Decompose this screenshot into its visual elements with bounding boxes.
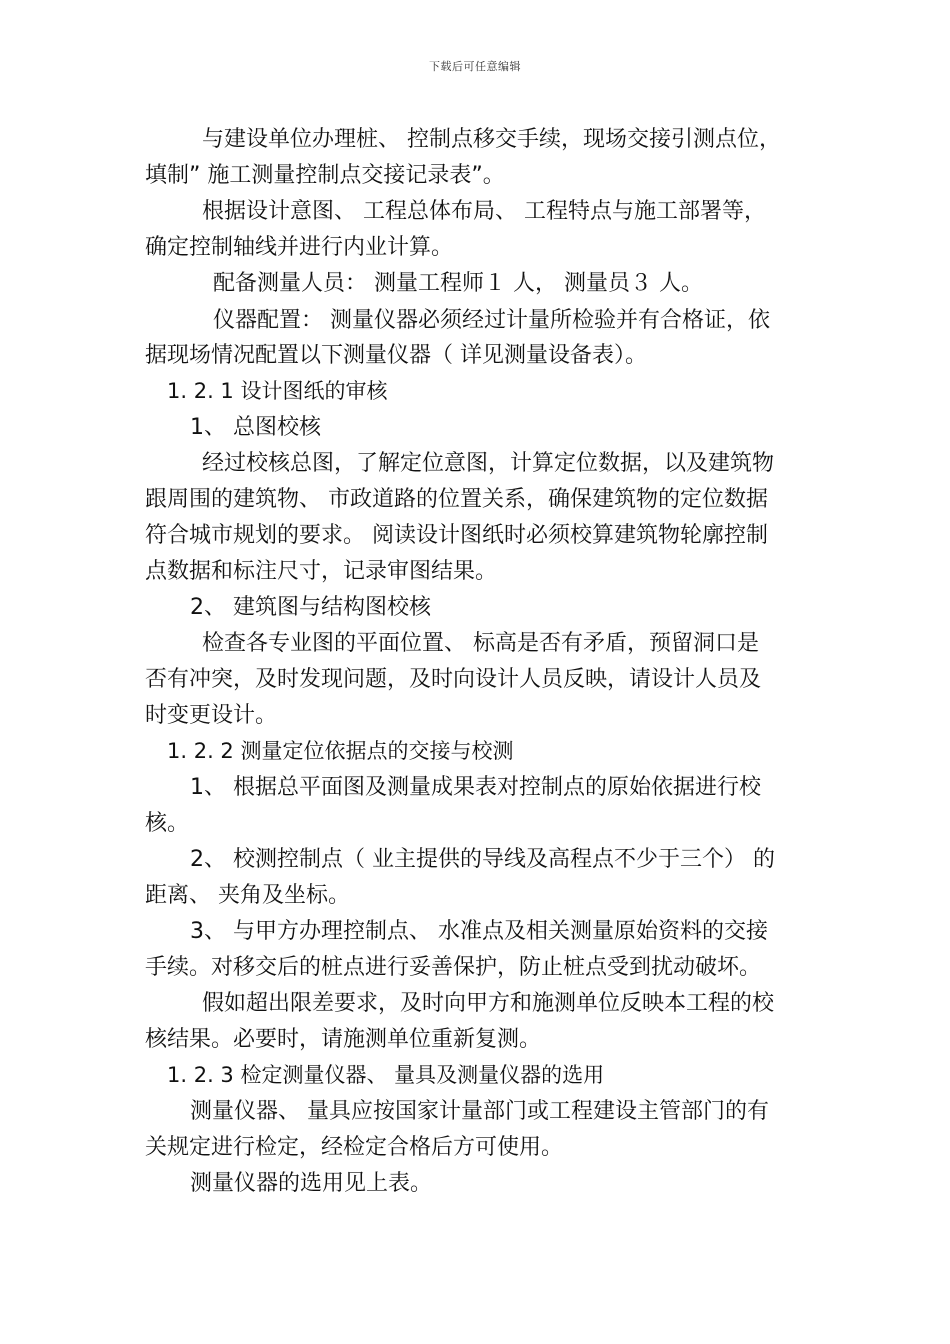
subsection-heading: 1、 总图校核 [190,415,321,440]
paragraph-line: 经过校核总图，了解定位意图，计算定位数据，以及建筑物 [202,451,775,476]
section-heading-1-2-3: 1. 2. 3 检定测量仪器、 量具及测量仪器的选用 [167,1063,605,1087]
paragraph-line: 与建设单位办理桩、 控制点移交手续，现场交接引测点位， [202,127,781,152]
paragraph-line: 跟周围的建筑物、 市政道路的位置关系，确保建筑物的定位数据 [145,487,768,512]
paragraph-line: 填制” 施工测量控制点交接记录表”。 [145,163,505,188]
paragraph-line: 据现场情况配置以下测量仪器（ 详见测量设备表）。 [145,343,647,368]
paragraph-line: 关规定进行检定，经检定合格后方可使用。 [145,1135,564,1160]
paragraph-line: 手续。对移交后的桩点进行妥善保护，防止桩点受到扰动破坏。 [145,955,762,980]
paragraph-line: 检查各专业图的平面位置、 标高是否有矛盾，预留洞口是 [202,631,759,656]
paragraph-line: 仪器配置： 测量仪器必须经过计量所检验并有合格证，依 [213,308,770,333]
section-heading-1-2-2: 1. 2. 2 测量定位依据点的交接与校测 [167,739,514,763]
paragraph-line: 1、 根据总平面图及测量成果表对控制点的原始依据进行校 [190,775,761,800]
paragraph-line: 距离、 夹角及坐标。 [145,883,350,908]
subsection-heading: 2、 建筑图与结构图校核 [190,595,431,620]
paragraph-line: 配备测量人员： 测量工程师１ 人， 测量员３ 人。 [213,271,703,296]
paragraph-line: 点数据和标注尺寸，记录审图结果。 [145,559,498,584]
paragraph-line: 根据设计意图、 工程总体布局、 工程特点与施工部署等， [202,199,766,224]
page-header: 下载后可任意编辑 [429,60,521,73]
paragraph-line: 核结果。必要时，请施测单位重新复测。 [145,1027,542,1052]
section-heading-1-2-1: 1. 2. 1 设计图纸的审核 [167,379,388,403]
paragraph-line: 假如超出限差要求，及时向甲方和施测单位反映本工程的校 [202,991,775,1016]
paragraph-line: 确定控制轴线并进行内业计算。 [145,235,454,260]
paragraph-line: 否有冲突，及时发现问题，及时向设计人员反映，请设计人员及 [145,667,762,692]
paragraph-line: 核。 [145,811,190,836]
paragraph-line: 时变更设计。 [145,703,278,728]
paragraph-line: 3、 与甲方办理控制点、 水准点及相关测量原始资料的交接 [190,919,768,944]
paragraph-line: 符合城市规划的要求。 阅读设计图纸时必须校算建筑物轮廓控制 [145,523,768,548]
paragraph-line: 测量仪器、 量具应按国家计量部门或工程建设主管部门的有 [190,1099,769,1124]
paragraph-line: 测量仪器的选用见上表。 [190,1171,433,1196]
paragraph-line: 2、 校测控制点（ 业主提供的导线及高程点不少于三个） 的 [190,847,775,872]
